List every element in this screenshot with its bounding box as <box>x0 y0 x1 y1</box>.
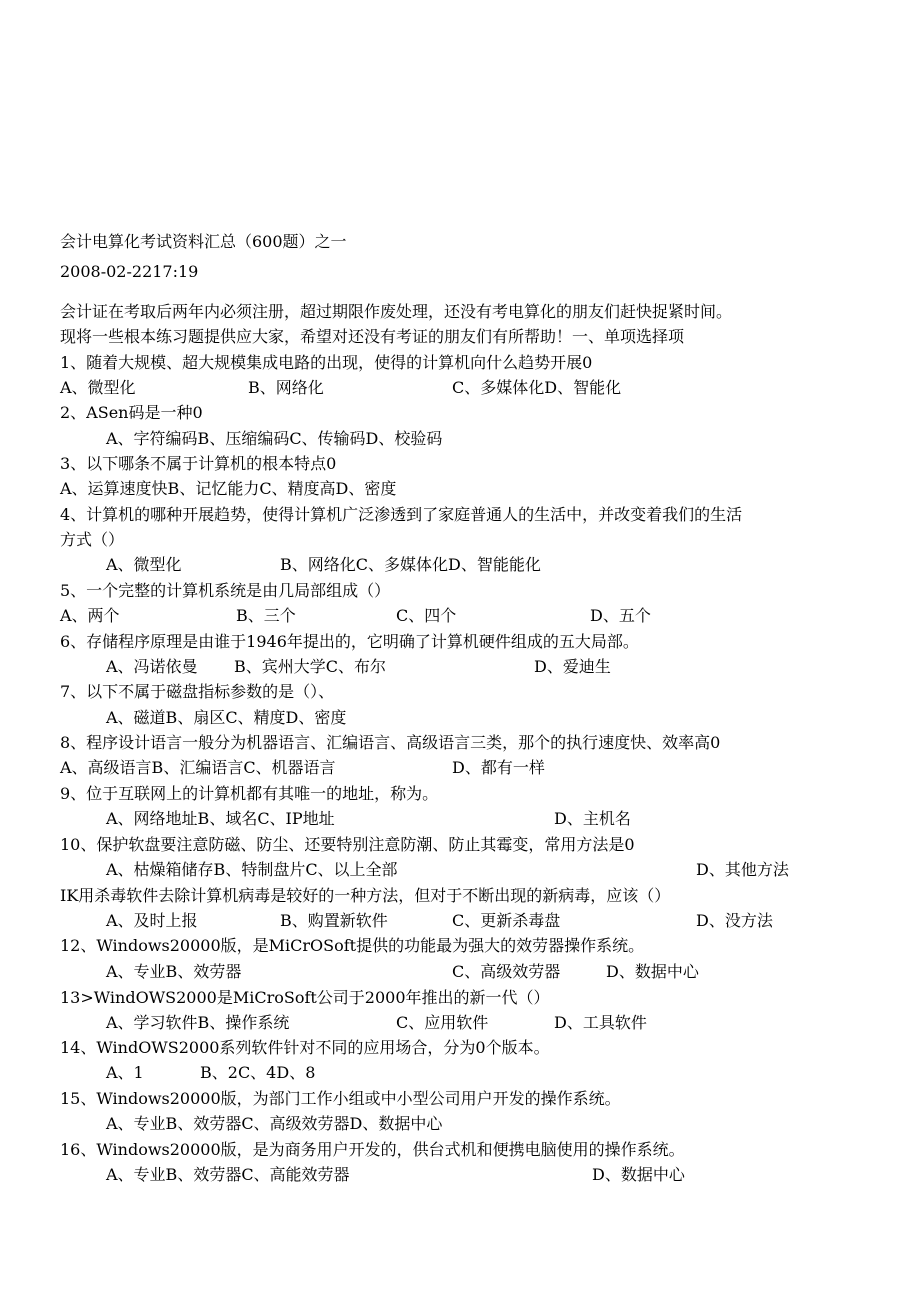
option: A、1 <box>106 1063 144 1082</box>
question-3: 3、以下哪条不属于计算机的根本特点0 <box>60 454 337 473</box>
question-8: 8、程序设计语言一般分为机器语言、汇编语言、高级语言三类，那个的执行速度快、效率高0 <box>60 733 721 752</box>
option: D、主机名 <box>554 809 631 828</box>
option: A、高级语言B、汇编语言C、机器语言 <box>60 758 336 777</box>
question-9: 9、位于互联网上的计算机都有其唯一的地址，称为。 <box>60 784 439 803</box>
question-4-line-2: 方式（） <box>60 530 125 549</box>
option: D、没方法 <box>696 911 773 930</box>
option: D、爱迪生 <box>534 657 611 676</box>
question-6: 6、存储程序原理是由谁于1946年提出的，它明确了计算机硬件组成的五大局部。 <box>60 632 639 651</box>
option: A、两个 <box>60 606 120 625</box>
option: D、数据中心 <box>592 1165 685 1184</box>
option: B、购置新软件 <box>280 911 388 930</box>
option: A、专业B、效劳器C、高能效劳器 <box>106 1165 350 1184</box>
option: A、及时上报 <box>106 911 198 930</box>
option: D、五个 <box>590 606 651 625</box>
question-15-options: A、专业B、效劳器C、高级效劳器D、数据中心 <box>106 1114 443 1133</box>
option: B、2C、4D、8 <box>200 1063 316 1082</box>
option: B、三个 <box>236 606 296 625</box>
option: A、网络地址B、域名C、IP地址 <box>106 809 335 828</box>
question-1: 1、随着大规模、超大规模集成电路的出现，使得的计算机向什么趋势开展0 <box>60 353 593 372</box>
intro-line-1: 会计证在考取后两年内必须注册，超过期限作废处理，还没有考电算化的朋友们赶快捉紧时间。 <box>60 302 733 321</box>
option: A、学习软件B、操作系统 <box>106 1013 290 1032</box>
question-16: 16、Windows20000版，是为商务用户开发的，供台式机和便携电脑使用的操作系统。 <box>60 1140 685 1159</box>
option: C、更新杀毒盘 <box>452 911 561 930</box>
intro-line-2: 现将一些根本练习题提供应大家，希望对还没有考证的朋友们有所帮助！一、单项选择项 <box>60 327 685 346</box>
option: A、微型化 <box>60 378 136 397</box>
option: B、宾州大学C、布尔 <box>234 657 387 676</box>
question-7-options: A、磁道B、扇区C、精度D、密度 <box>106 708 347 727</box>
question-10: 10、保护软盘要注意防磁、防尘、还要特别注意防潮、防止其霉变，常用方法是0 <box>60 835 635 854</box>
option: D、都有一样 <box>452 758 545 777</box>
option: C、四个 <box>396 606 457 625</box>
option: D、其他方法 <box>696 860 789 879</box>
option: A、冯诺依曼 <box>106 657 198 676</box>
option: A、专业B、效劳器 <box>106 962 242 981</box>
question-12: 12、Windows20000版，是MiCrOSoft提供的功能最为强大的效劳器操作系统。 <box>60 936 645 955</box>
option: A、微型化 <box>106 555 182 574</box>
option: C、应用软件 <box>396 1013 489 1032</box>
option: A、枯燥箱储存B、特制盘片C、以上全部 <box>106 860 398 879</box>
option: D、数据中心 <box>606 962 699 981</box>
document-datetime: 2008-02-2217:19 <box>60 262 199 281</box>
document-title: 会计电算化考试资料汇总（600题）之一 <box>60 232 347 251</box>
question-13: 13>WindOWS2000是MiCroSoft公司于2000年推出的新一代（） <box>60 988 550 1007</box>
option: B、网络化 <box>248 378 324 397</box>
option: B、网络化C、多媒体化D、智能能化 <box>280 555 541 574</box>
option: D、工具软件 <box>554 1013 647 1032</box>
question-15: 15、Windows20000版，为部门工作小组或中小型公司用户开发的操作系统。 <box>60 1089 621 1108</box>
question-4-line-1: 4、计算机的哪种开展趋势，使得计算机广泛渗透到了家庭普通人的生活中，并改变着我们的生活 <box>60 505 743 524</box>
option: C、高级效劳器 <box>452 962 561 981</box>
question-3-options: A、运算速度快B、记忆能力C、精度高D、密度 <box>60 479 397 498</box>
question-14: 14、WindOWS2000系列软件针对不同的应用场合，分为0个版本。 <box>60 1038 550 1057</box>
question-2: 2、ASen码是一种0 <box>60 403 203 422</box>
option: C、多媒体化D、智能化 <box>452 378 622 397</box>
question-2-options: A、字符编码B、压缩编码C、传输码D、校验码 <box>106 429 443 448</box>
question-7: 7、以下不属于磁盘指标参数的是（）、 <box>60 682 335 701</box>
question-11: IK用杀毒软件去除计算机病毒是较好的一种方法，但对于不断出现的新病毒，应该（） <box>60 886 671 905</box>
question-5: 5、一个完整的计算机系统是由几局部组成（） <box>60 581 391 600</box>
